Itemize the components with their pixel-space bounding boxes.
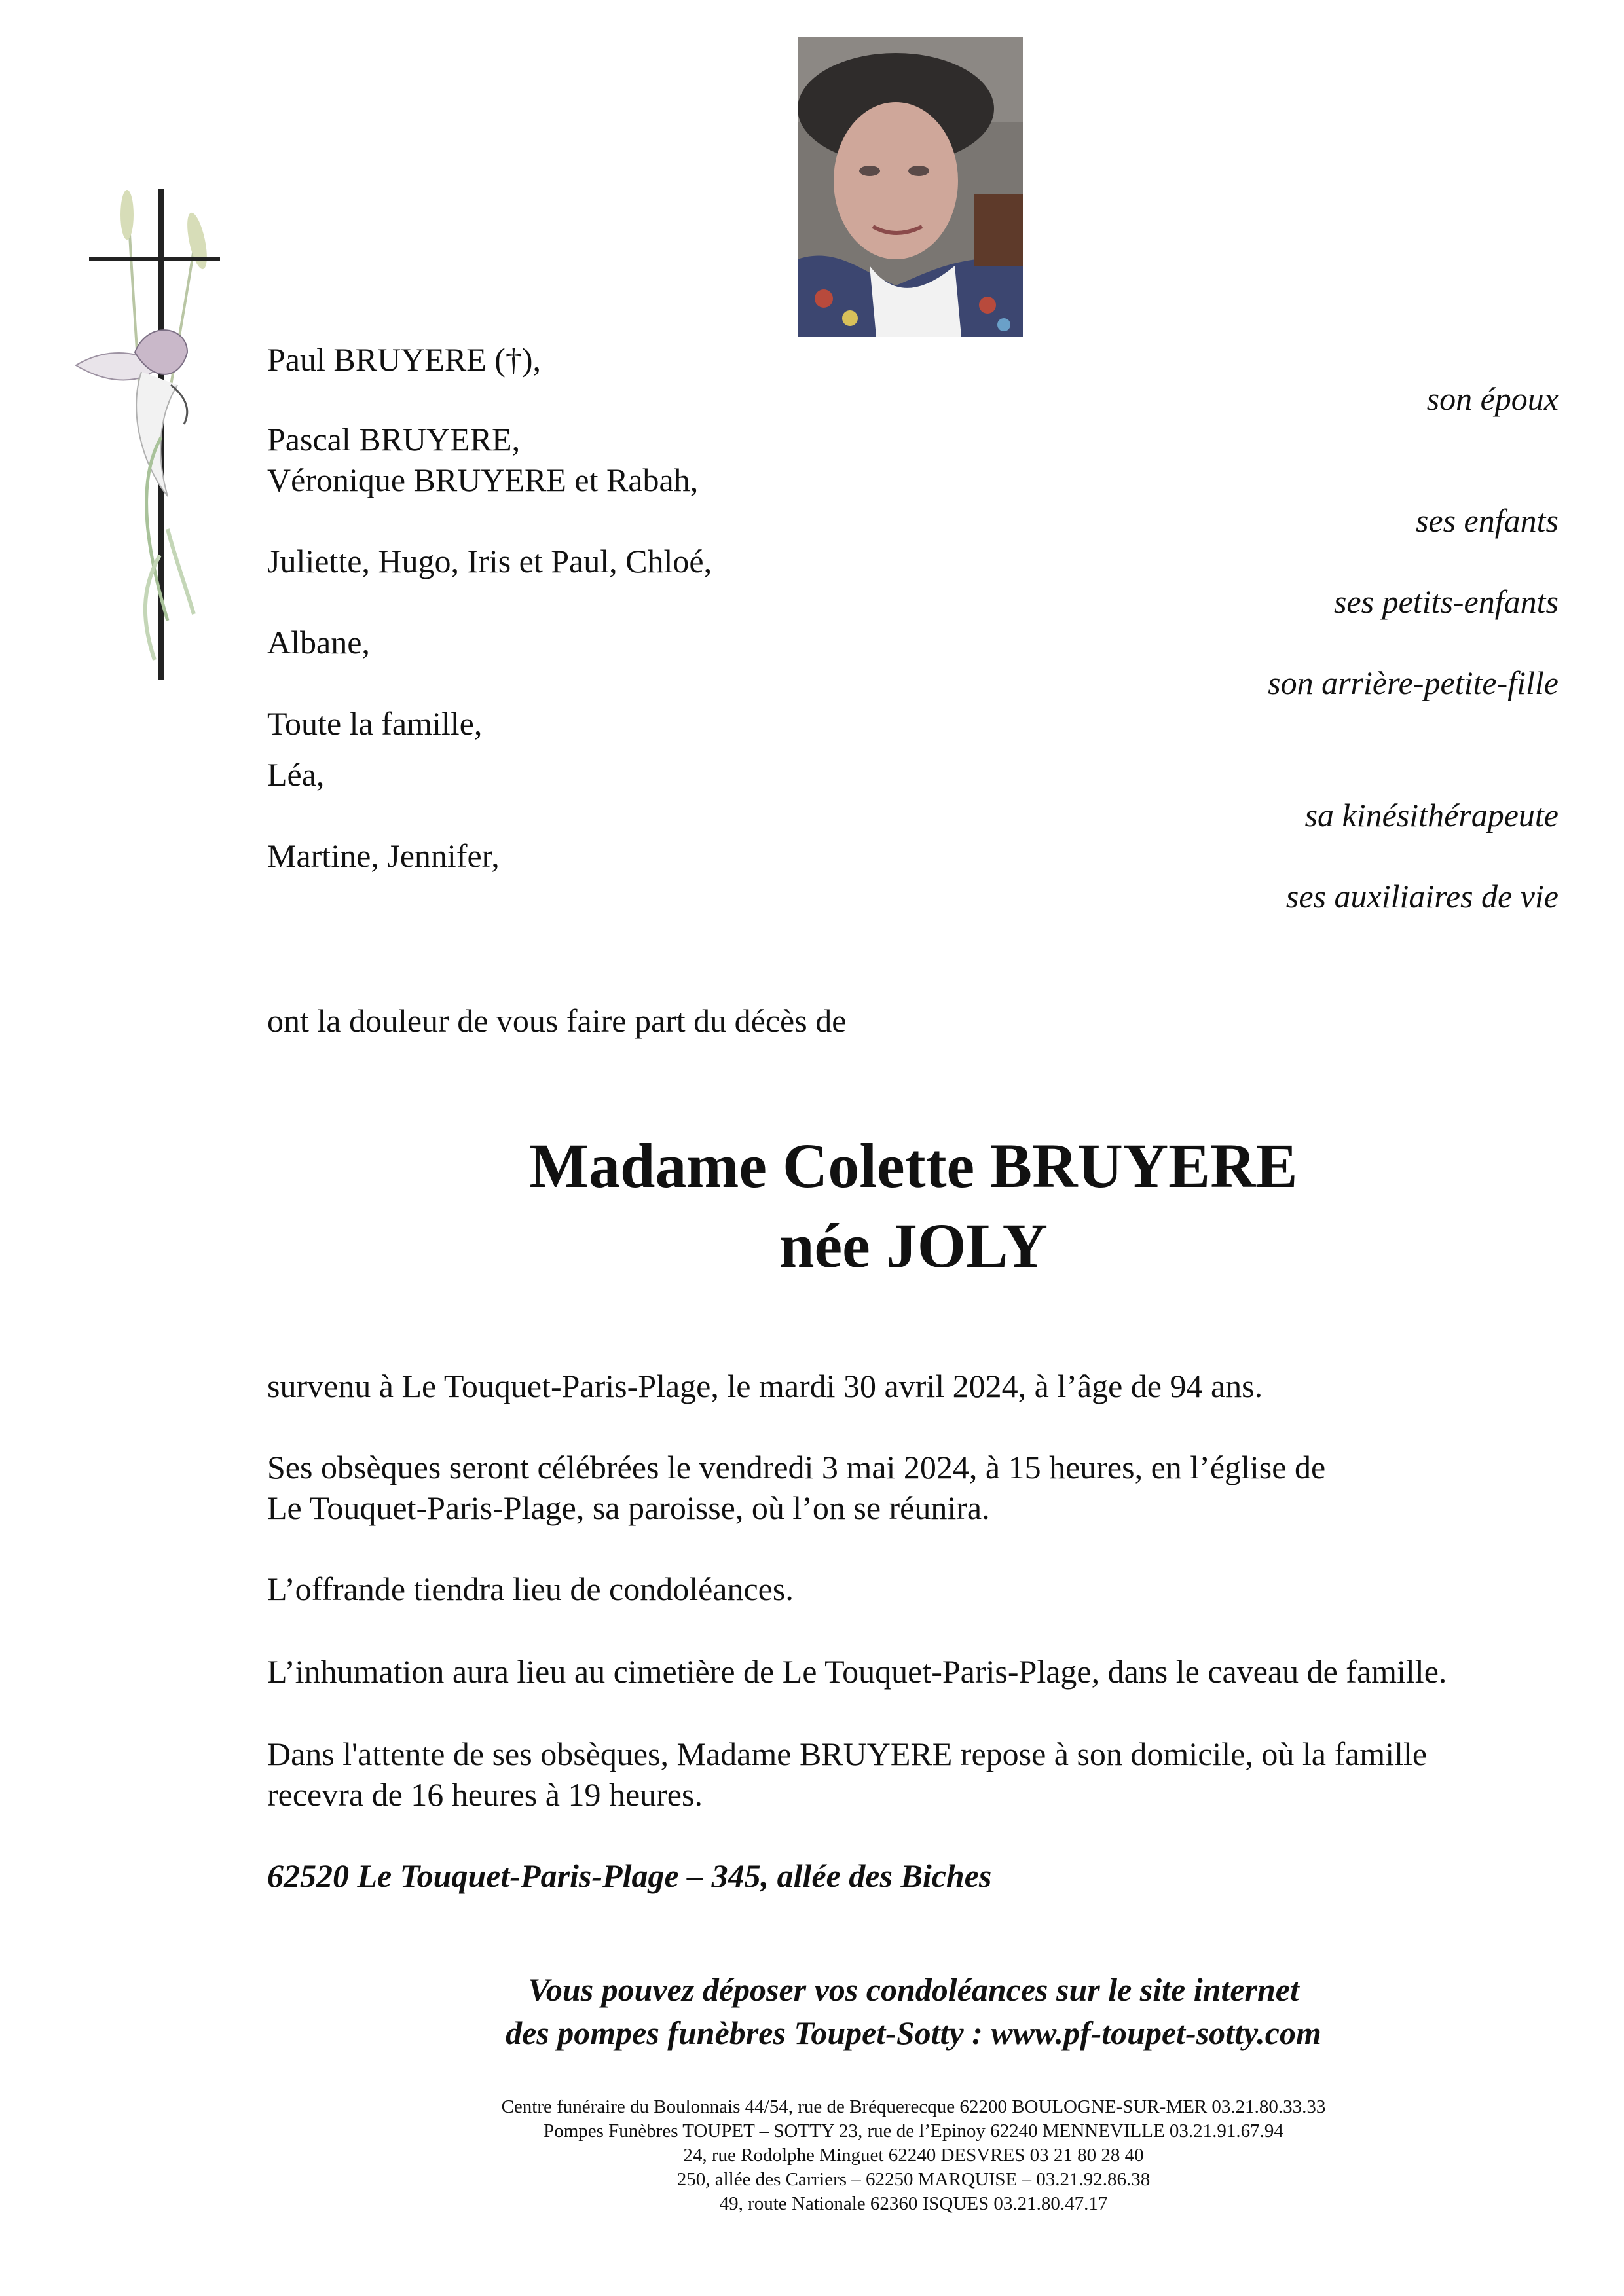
footer-line-2: Pompes Funèbres TOUPET – SOTTY 23, rue de l’Epinoy 62240 MENNEVILLE 03.21.91.67.94: [544, 2121, 1283, 2141]
family-name-veronique: Véronique BRUYERE et Rabah,: [267, 462, 699, 498]
funeral-details-line1: Ses obsèques seront célébrées le vendredi 3 mai 2024, à 15 heures, en l’église de: [267, 1449, 1326, 1485]
footer-line-4: 250, allée des Carriers – 62250 MARQUISE – 03.21.92.86.38: [676, 2169, 1151, 2190]
footer-line-5: 49, route Nationale 62360 ISQUES 03.21.80.47.17: [719, 2193, 1108, 2214]
rest-line2: recevra de 16 heures à 19 heures.: [267, 1776, 703, 1813]
deceased-birth-name: née JOLY: [779, 1211, 1048, 1281]
announcement-text: ont la douleur de vous faire part du décès de: [267, 1002, 847, 1039]
family-name-pascal: Pascal BRUYERE,: [267, 421, 521, 458]
footer-line-3: 24, rue Rodolphe Minguet 62240 DESVRES 03 21 80 28 40: [683, 2145, 1144, 2166]
burial-text: L’inhumation aura lieu au cimetière de Le Touquet-Paris-Plage, dans le caveau de famille.: [267, 1653, 1447, 1690]
relation-epoux: son époux: [1426, 380, 1559, 417]
relation-auxiliaires: ses auxiliaires de vie: [1285, 878, 1559, 915]
rest-line1: Dans l'attente de ses obsèques, Madame BRUYERE repose à son domicile, où la famille: [267, 1736, 1428, 1772]
cross-lily-decoration: [63, 189, 240, 686]
family-name-toute-la-famille: Toute la famille,: [267, 705, 483, 742]
lily-icon: [76, 330, 194, 660]
portrait-image: [798, 37, 1023, 337]
deceased-name: Madame Colette BRUYERE: [529, 1131, 1298, 1201]
funeral-details-line2: Le Touquet-Paris-Plage, sa paroisse, où l’on se réunira.: [267, 1489, 990, 1526]
relation-kinesitherapeute: sa kinésithérapeute: [1304, 797, 1559, 833]
family-name-albane: Albane,: [267, 624, 370, 661]
home-address: 62520 Le Touquet-Paris-Plage – 345, allée des Biches: [267, 1857, 992, 1894]
relation-petits-enfants: ses petits-enfants: [1333, 583, 1559, 620]
relation-arriere-petite-fille: son arrière-petite-fille: [1268, 665, 1559, 701]
condolences-line1: Vous pouvez déposer vos condoléances sur le site internet: [528, 1971, 1299, 2008]
condolences-line2: des pompes funèbres Toupet-Sotty : www.pf-toupet-sotty.com: [506, 2014, 1321, 2051]
family-name-martine-jennifer: Martine, Jennifer,: [267, 837, 500, 874]
offering-text: L’offrande tiendra lieu de condoléances.: [267, 1571, 794, 1607]
family-name-lea: Léa,: [267, 756, 325, 793]
family-name-paul: Paul BRUYERE (†),: [267, 341, 542, 378]
footer-line-1: Centre funéraire du Boulonnais 44/54, rue de Bréquerecque 62200 BOULOGNE-SUR-MER 03.21.80.33.33: [501, 2096, 1326, 2117]
family-name-grandchildren: Juliette, Hugo, Iris et Paul, Chloé,: [267, 543, 712, 579]
relation-enfants: ses enfants: [1415, 502, 1559, 539]
portrait-photo: [798, 37, 1023, 337]
death-details: survenu à Le Touquet-Paris-Plage, le mardi 30 avril 2024, à l’âge de 94 ans.: [267, 1368, 1263, 1404]
